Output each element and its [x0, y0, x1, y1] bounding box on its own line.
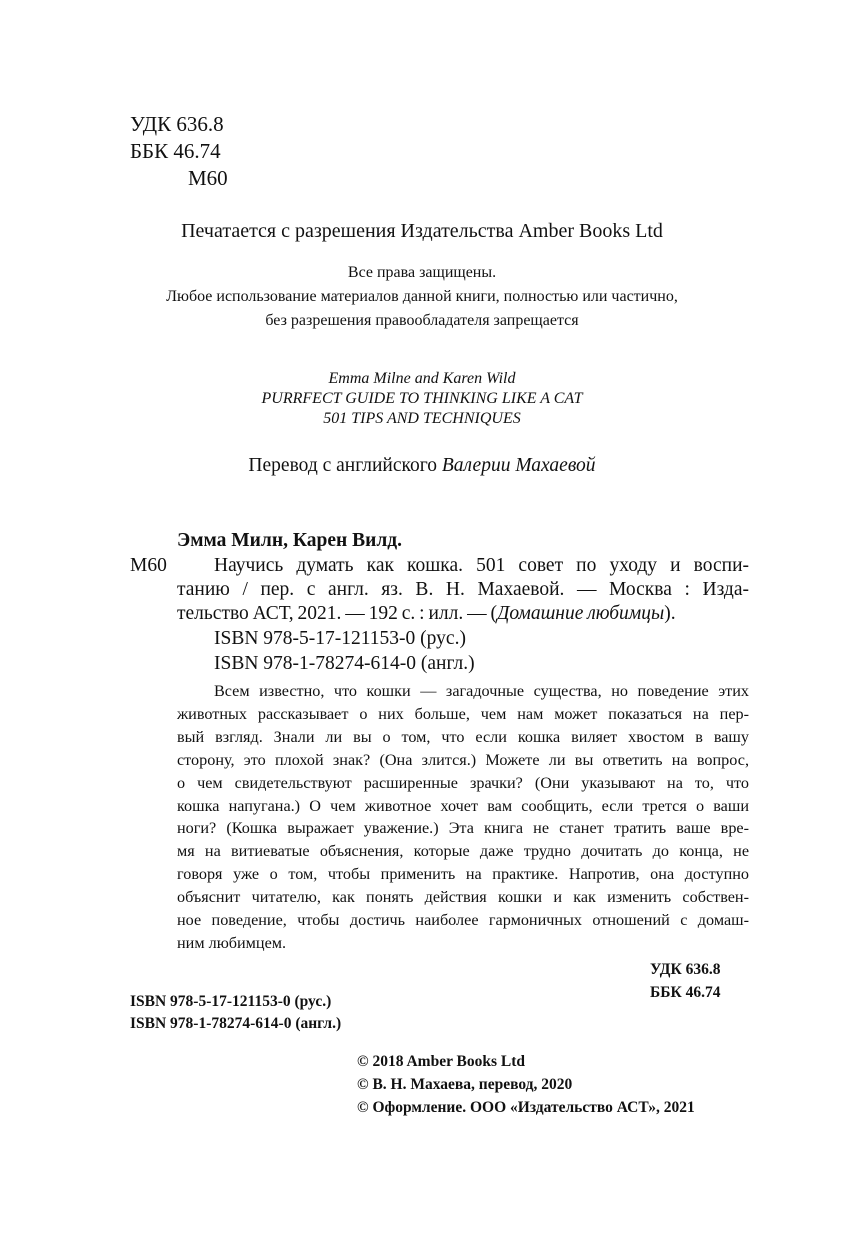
series-name: Домашние любимцы	[496, 603, 665, 624]
bib-line: тельство АСТ, 2021. — 192 с. : илл. — (Домашние любимцы).	[177, 603, 676, 624]
author-mark: М60	[188, 166, 228, 190]
footer-isbn: ISBN 978-1-78274-614-0 (англ.)	[130, 1015, 342, 1032]
annotation-line: сторону, это плохой знак? (Она злится.) Можете ли вы ответить на вопрос,	[177, 750, 749, 769]
original-authors: Emma Milne and Karen Wild	[328, 370, 516, 387]
copyright-line: © 2018 Amber Books Ltd	[357, 1053, 526, 1070]
annotation-line: кошка напугана.) О чем животное хочет вам сообщить, если трется о ваши	[177, 796, 749, 815]
copyright-line: © Оформление. ООО «Издательство АСТ», 2021	[357, 1099, 695, 1116]
annotation-line: ним любимцем.	[177, 933, 287, 952]
footer-isbn: ISBN 978-5-17-121153-0 (рус.)	[130, 993, 332, 1010]
translation-note: Перевод с английского Валерии Махаевой	[248, 455, 596, 476]
annotation-line: мя на витиеватые объяснения, которые даже трудно дочитать до конца, не	[177, 842, 749, 861]
footer-bbk: ББК 46.74	[650, 984, 721, 1001]
copyright-line: © В. Н. Махаева, перевод, 2020	[357, 1076, 573, 1093]
annotation-line: вый взгляд. Знали ли вы о том, что если кошка виляет хвостом в вашу	[177, 727, 749, 746]
original-subtitle: 501 TIPS AND TECHNIQUES	[323, 410, 521, 427]
translator-name: Валерии Махаевой	[441, 455, 596, 476]
annotation-line: Всем известно, что кошки — загадочные существа, но поведение этих	[214, 682, 749, 700]
bib-isbn: ISBN 978-5-17-121153-0 (рус.)	[214, 628, 466, 649]
annotation-line: ное поведение, чтобы достичь наиболее гармоничных отношений с домаш-	[177, 911, 749, 929]
annotation-line: о чем свидетельствуют расширенные зрачки? (Они указывают на то, что	[177, 773, 749, 792]
annotation-line: говоря уже о том, чтобы применить на практике. Напротив, она доступно	[177, 865, 749, 884]
bib-authors: Эмма Милн, Карен Вилд.	[177, 530, 403, 551]
original-title: PURRFECT GUIDE TO THINKING LIKE A CAT	[261, 390, 583, 407]
permission-note: Печатается с разрешения Издательства Amber Books Ltd	[181, 220, 663, 242]
rights-line: без разрешения правообладателя запрещается	[265, 312, 579, 329]
bib-author-mark: М60	[130, 555, 167, 576]
bib-line: танию / пер. с англ. яз. В. Н. Махаевой. — Москва : Изда-	[177, 579, 749, 600]
rights-line: Все права защищены.	[347, 264, 497, 281]
annotation-line: ноги? (Кошка выражает уважение.) Эта книга не станет тратить ваше вре-	[177, 819, 749, 838]
annotation-line: животных рассказывает о них больше, чем нам может показаться на пер-	[177, 704, 749, 723]
bbk-code: ББК 46.74	[130, 139, 221, 163]
udk-code: УДК 636.8	[130, 112, 224, 136]
rights-line: Любое использование материалов данной книги, полностью или частично,	[166, 288, 678, 305]
annotation-line: объяснит читателю, как понять действия кошки и как изменить собствен-	[177, 888, 749, 907]
bib-isbn: ISBN 978-1-78274-614-0 (англ.)	[214, 653, 475, 674]
footer-udk: УДК 636.8	[650, 961, 721, 978]
bib-line: Научись думать как кошка. 501 совет по уходу и воспи-	[214, 555, 749, 576]
